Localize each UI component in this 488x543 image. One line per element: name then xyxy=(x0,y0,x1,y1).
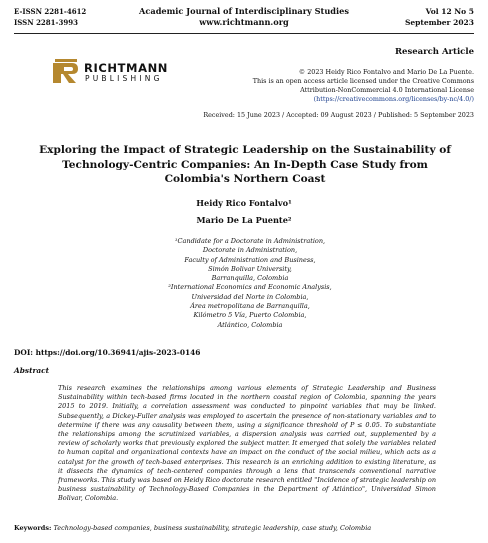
affiliation-line: Barranquilla, Colombia xyxy=(211,274,289,283)
issn: ISSN 2281-3993 xyxy=(14,18,78,27)
license-block xyxy=(144,68,474,104)
author-second: Mario De La Puente² xyxy=(196,215,292,225)
affiliation-line: Simón Bolivar University, xyxy=(208,264,292,273)
publication-dates: Received: 15 June 2023 / Accepted: 09 August 2023 / Published: 5 September 2023 xyxy=(203,111,474,119)
article-title: Exploring the Impact of Strategic Leadership on the Sustainability of Technology-Centric Companies: An In-Depth Case Study from Colombia's Northern Coast xyxy=(39,144,451,185)
affiliations xyxy=(120,237,380,330)
affiliation-line: Doctorate in Administration, xyxy=(202,246,298,255)
issue-date: September 2023 xyxy=(404,18,474,27)
abstract-text: This research examines the relationships among various elements of Strategic Leadership and Business Sustainability within tech-based firms located in the northern coastal region of Colombia, spanning the years 2015 to 2019. Initially, a correlation assessment was conducted to pinpoint variables that may be linked. Subsequently, a Dickey-Fuller analysis was employed to ascertain the presence of non-stationary variables and to determine if there was any causality between them, using a significance threshold of P ≤ 0.05. To substantiate the relationships among the scrutinized variables, a dispersion analysis was carried out, supplemented by a review of scholarly works that previously explored the subject matter. It emerged that solely the variables related to human capital and organizational contexts have an impact on the conduct of the social milieu, which acts as a catalyst for the growth of tech-based enterprises. This research is an enriching addition to existing literature, as it dissects the dynamics of tech-centered companies through a lens that transcends conventional narrative frameworks. This study was based on Heidy Rico doctorate research entitled "Incidence of strategic leadership on business sustainability of Technology-Based Companies in the Department of Atlántico", Universidad Simon Bolivar, Colombia. xyxy=(58,384,436,503)
journal-website[interactable]: www.richtmann.org xyxy=(199,17,289,27)
keywords-text: Technology-based companies, business sustainability, strategic leadership, case study, Colombia xyxy=(53,524,372,532)
affiliation-line: ¹Candidate for a Doctorate in Administration, xyxy=(174,237,326,245)
affiliation-line: Universidad del Norte in Colombia, xyxy=(191,292,309,301)
author-first: Heidy Rico Fontalvo¹ xyxy=(196,198,292,208)
affiliation-line: ²International Economics and Economic Analysis, xyxy=(168,283,332,292)
publisher-name: RICHTMANN xyxy=(84,61,169,75)
publisher-subtitle: PUBLISHING xyxy=(85,74,163,83)
page-header xyxy=(14,6,474,34)
copyright-line: © 2023 Heidy Rico Fontalvo and Mario De La Puente. xyxy=(298,68,474,76)
keywords xyxy=(14,524,474,532)
eissn: E-ISSN 2281-4612 xyxy=(14,7,87,16)
affiliation-line: Faculty of Administration and Business, xyxy=(184,255,316,264)
affiliation-line: Kilómetro 5 Vía, Puerto Colombia, xyxy=(193,311,307,320)
license-link[interactable]: (https://creativecommons.org/licenses/by-nc/4.0/) xyxy=(313,95,474,103)
license-line-2: This is an open access article licensed under the Creative Commons xyxy=(252,77,474,85)
license-line-3: Attribution-NonCommercial 4.0 International License xyxy=(300,86,474,94)
header-rule xyxy=(14,33,474,34)
keywords-label: Keywords: xyxy=(14,524,52,532)
doi-link[interactable]: DOI: https://doi.org/10.36941/ajis-2023-0146 xyxy=(14,348,201,357)
abstract-heading: Abstract xyxy=(14,366,50,375)
affiliation-line: Área metropolitana de Barranquilla, xyxy=(190,302,310,311)
affiliation-line: Atlántico, Colombia xyxy=(217,320,283,329)
journal-name: Academic Journal of Interdisciplinary Studies xyxy=(139,6,349,16)
publisher-emblem-icon xyxy=(52,59,80,85)
volume: Vol 12 No 5 xyxy=(425,7,474,16)
volume-block xyxy=(405,6,474,28)
article-type: Research Article xyxy=(394,47,474,57)
